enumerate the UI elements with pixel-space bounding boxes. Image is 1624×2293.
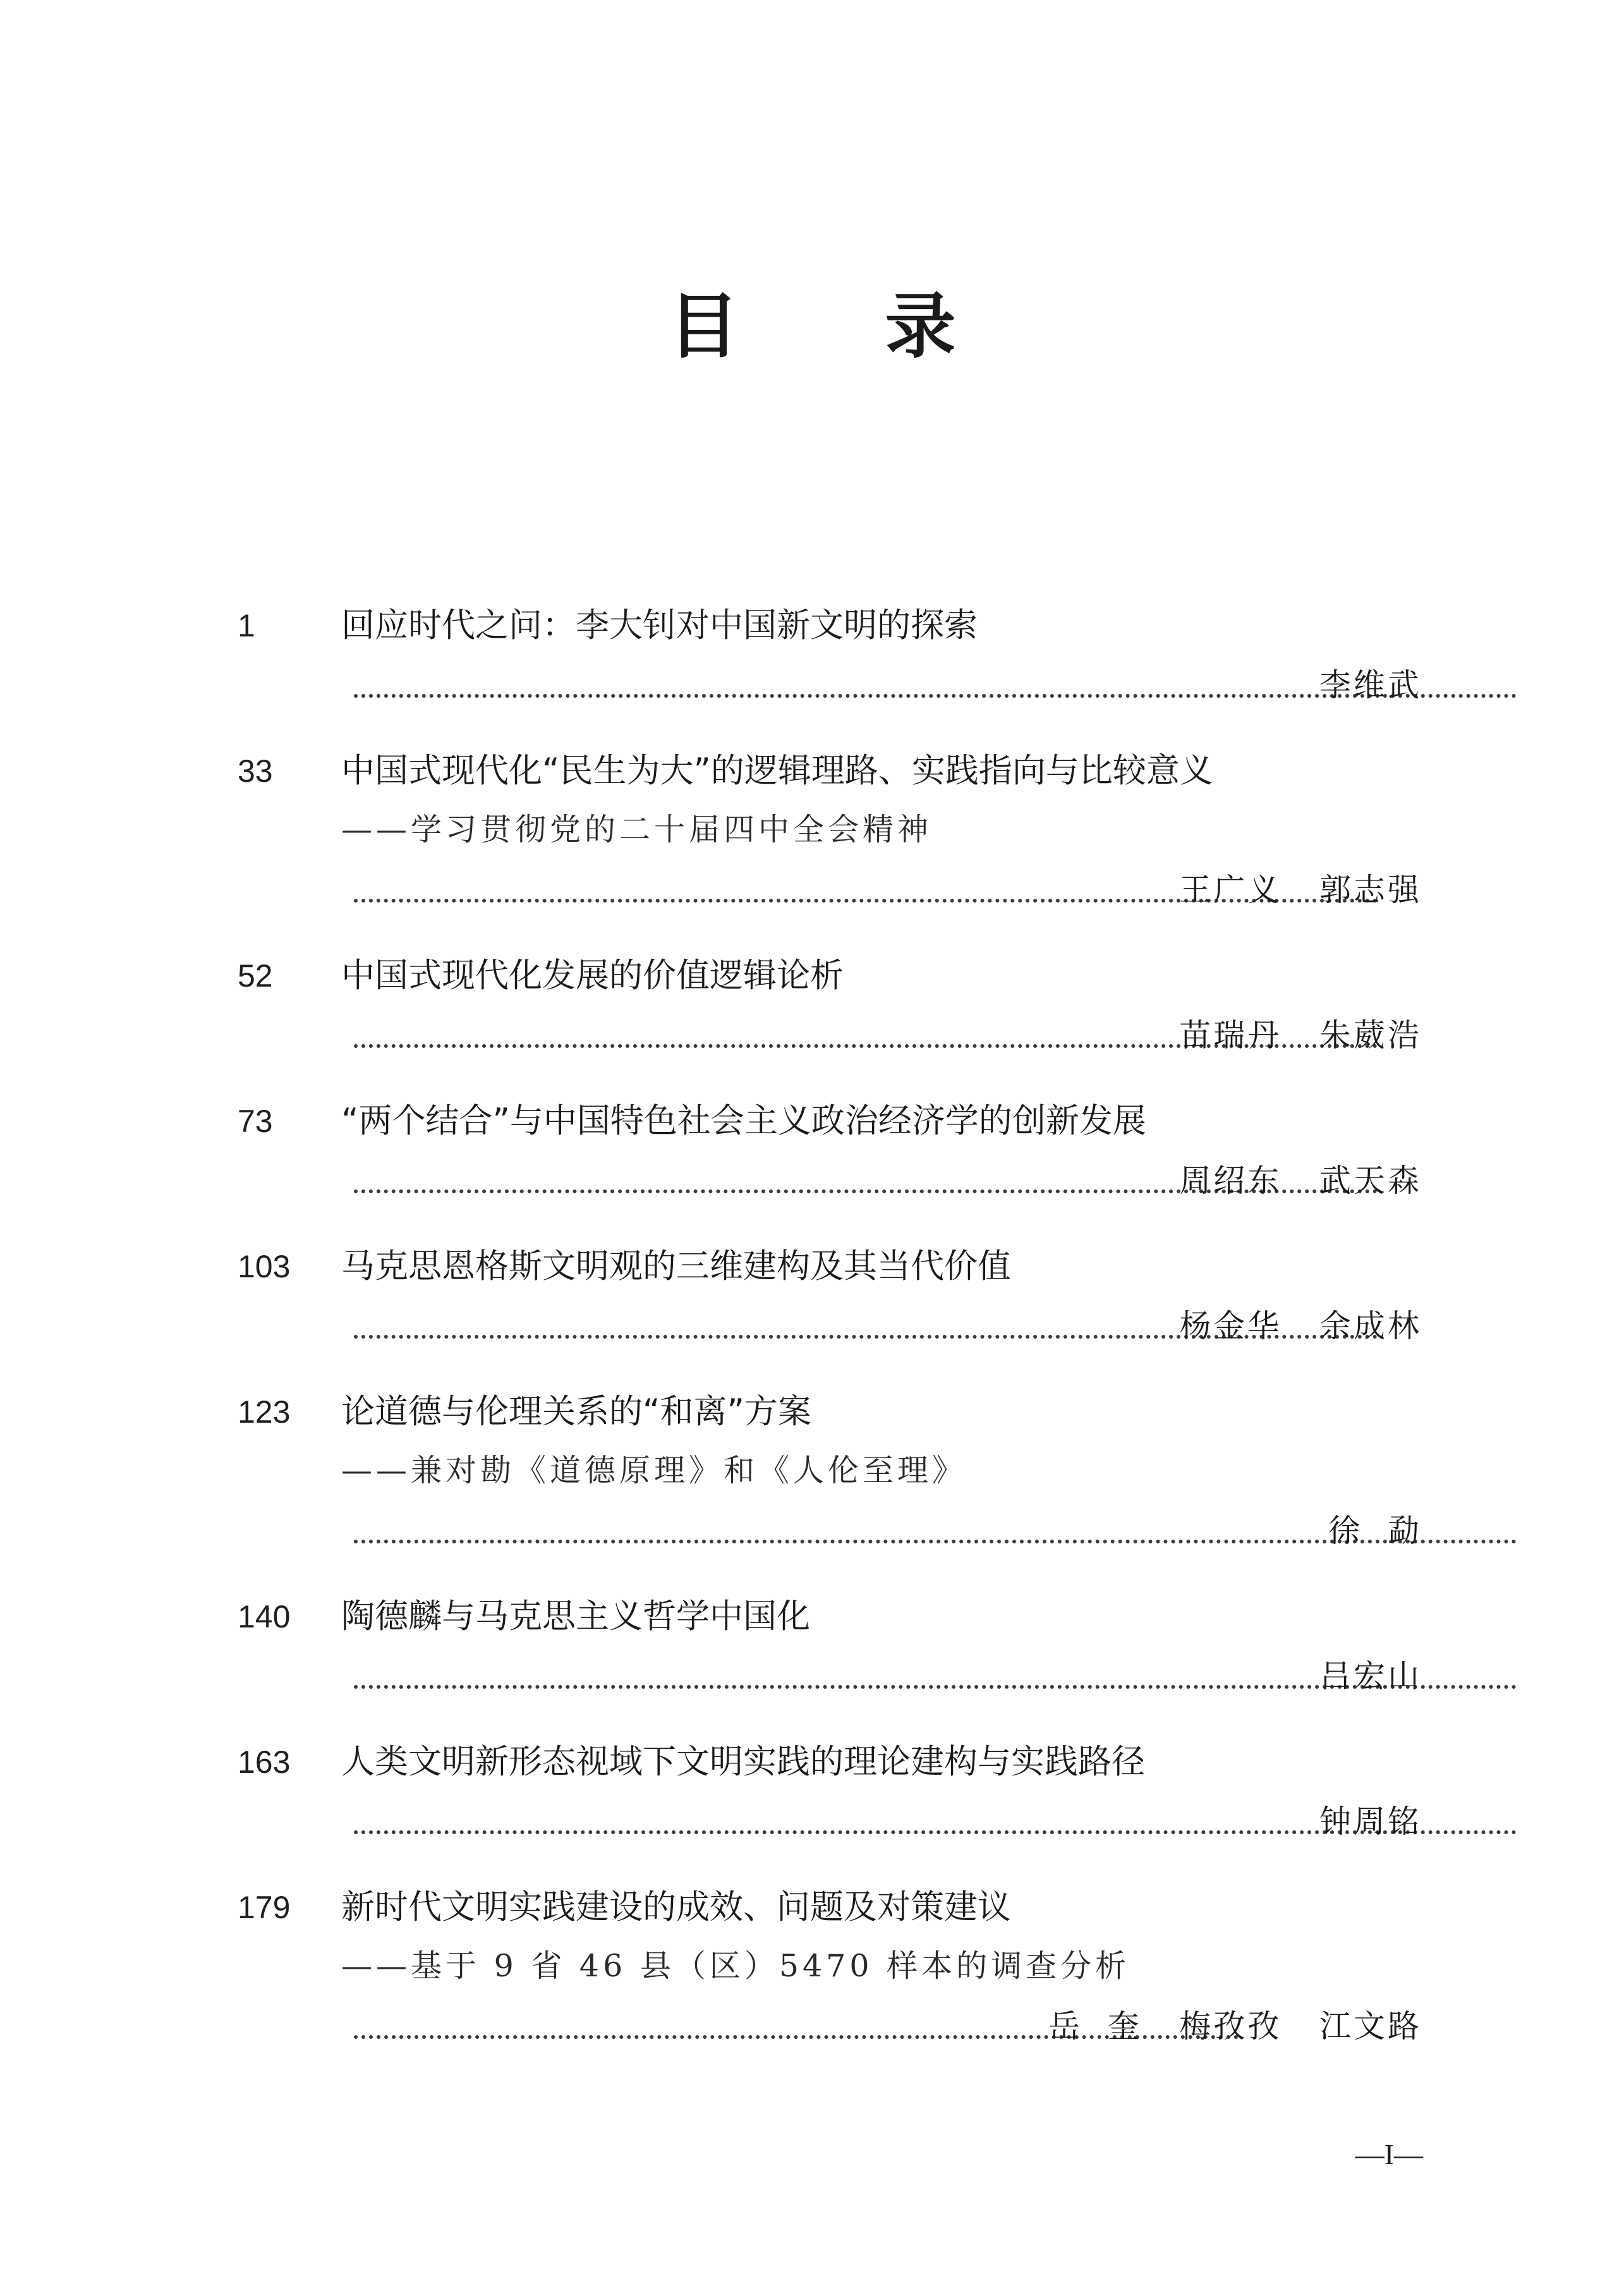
toc-page-number: 140 [238, 1599, 291, 1634]
toc-subtitle: ——学习贯彻党的二十届四中全会精神 [341, 812, 933, 848]
toc-page-number: 163 [238, 1744, 291, 1780]
toc-authors: 吕宏山 [1319, 1658, 1422, 1694]
table-of-contents [235, 598, 1422, 2084]
toc-authors: 杨金华 余成林 [1179, 1308, 1422, 1344]
toc-entry [235, 1589, 1422, 1708]
toc-page-number: 73 [238, 1104, 273, 1139]
toc-entry [235, 1734, 1422, 1853]
toc-title: 论道德与伦理关系的“和离”方案 [341, 1392, 811, 1431]
toc-page-number: 33 [238, 753, 273, 789]
toc-subtitle: ——基于 9 省 46 县（区）5470 样本的调查分析 [341, 1948, 1130, 1984]
toc-title: 马克思恩格斯文明观的三维建构及其当代价值 [341, 1247, 1011, 1286]
toc-title: 中国式现代化发展的价值逻辑论析 [341, 956, 844, 995]
toc-authors: 徐 勐 [1328, 1512, 1422, 1549]
toc-title: 新时代文明实践建设的成效、问题及对策建议 [341, 1888, 1011, 1926]
toc-entry [235, 1880, 1422, 2058]
toc-title: 人类文明新形态视域下文明实践的理论建构与实践路径 [341, 1743, 1145, 1781]
toc-entry [235, 948, 1422, 1067]
toc-title: 陶德麟与马克思主义哲学中国化 [341, 1597, 810, 1636]
toc-entry [235, 598, 1422, 717]
toc-page-number: 103 [238, 1249, 291, 1284]
toc-page-number: 52 [238, 958, 273, 994]
toc-title: 中国式现代化“民生为大”的逻辑理路、实践指向与比较意义 [341, 751, 1213, 790]
toc-page-number: 179 [238, 1890, 291, 1925]
toc-entry [235, 743, 1422, 921]
toc-title: 回应时代之问：李大钊对中国新文明的探索 [341, 606, 978, 645]
toc-authors: 周绍东 武天森 [1179, 1162, 1422, 1199]
toc-authors: 李维武 [1319, 667, 1422, 703]
page-title: 目 录 [668, 285, 1017, 368]
toc-entry [235, 1093, 1422, 1212]
toc-page-number: 123 [238, 1394, 291, 1430]
toc-entry [235, 1384, 1422, 1562]
toc-title: “两个结合”与中国特色社会主义政治经济学的创新发展 [341, 1102, 1146, 1140]
toc-subtitle: ——兼对勘《道德原理》和《人伦至理》 [341, 1452, 967, 1488]
toc-authors: 岳 奎 梅孜孜 江文路 [1048, 2008, 1422, 2045]
toc-authors: 苗瑞丹 朱葳浩 [1179, 1017, 1422, 1054]
toc-authors: 钟周铭 [1319, 1803, 1422, 1840]
page-folio: —I— [1355, 2138, 1423, 2170]
toc-page-number: 1 [238, 608, 255, 643]
toc-entry [235, 1239, 1422, 1358]
toc-authors: 王广义 郭志强 [1179, 872, 1422, 908]
